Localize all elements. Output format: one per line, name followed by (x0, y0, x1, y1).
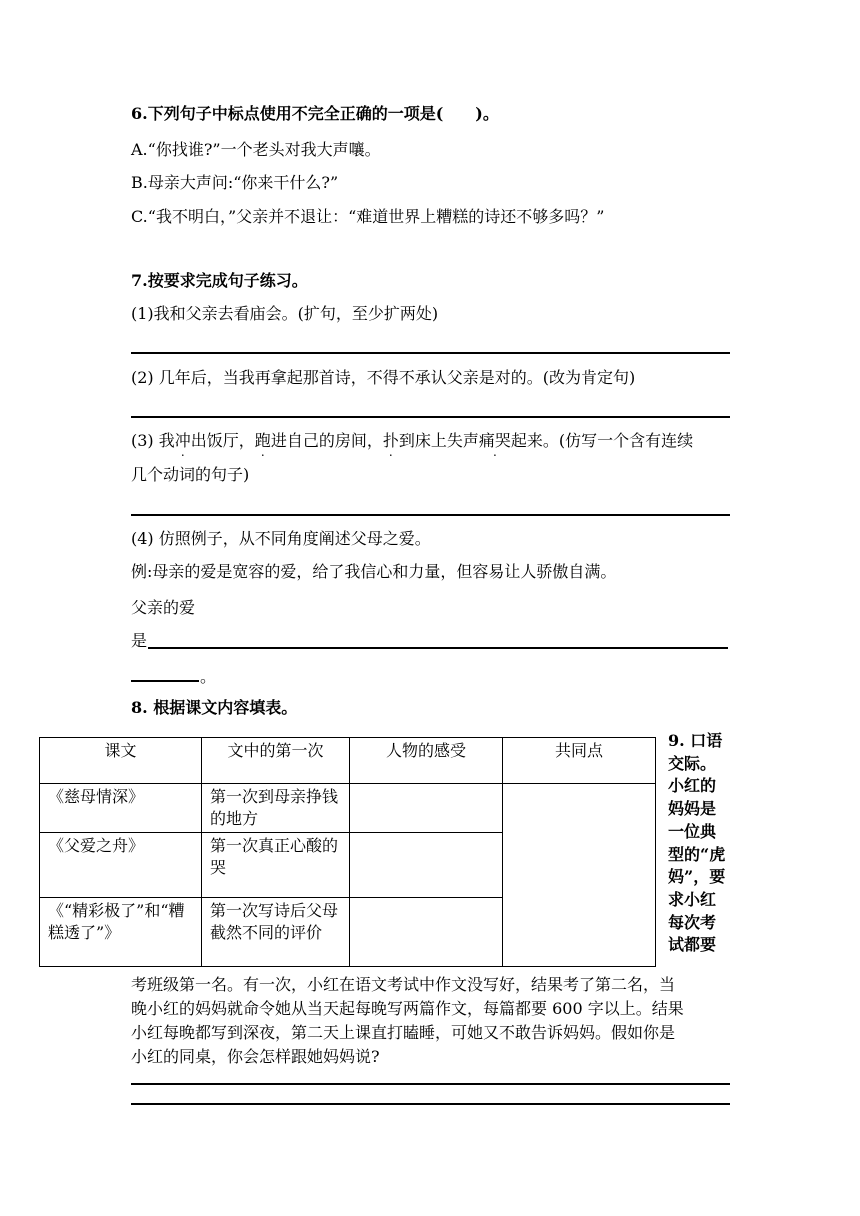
table-header-row (40, 738, 656, 784)
q6-option-c: C.“我不明白，”父亲并不退让：“难道世界上糟糕的诗还不够多吗？” (131, 207, 605, 226)
table-row (40, 784, 656, 833)
q7-part3-seg4: 到床上失声 (398, 431, 479, 450)
q7-part1-prompt: (1)我和父亲去看庙会。(扩句，至少扩两处) (131, 304, 439, 323)
q7-part3-answer-line[interactable] (131, 514, 730, 516)
q7-part3-seg3: 进自己的房间， (270, 431, 383, 450)
verb-emphasis: 扑 (382, 431, 399, 450)
verb-emphasis: 冲 (174, 431, 191, 450)
q7-part4-fill-end: 。 (200, 667, 217, 686)
q9-answer-line[interactable] (131, 1103, 730, 1105)
table-cell: 《慈母情深》 (40, 784, 202, 833)
q7-part2-answer-line[interactable] (131, 416, 730, 418)
q7-part1-answer-line[interactable] (131, 352, 730, 354)
feeling-answer-cell[interactable] (350, 898, 503, 967)
q6-option-a: A.“你找谁?”一个老头对我大声嚷。 (131, 140, 381, 159)
q9-text-line: 小红每晚都写到深夜，第二天上课直打瞌睡，可她又不敢告诉妈妈。假如你是 (131, 1023, 676, 1042)
q7-part3-prompt (131, 430, 693, 452)
feeling-answer-cell[interactable] (350, 784, 503, 833)
q7-part3-prompt-line2: 几个动词的句子) (131, 465, 250, 484)
table-cell: 第一次真正心酸的哭 (202, 833, 350, 898)
q9-text-line: 小红的同桌，你会怎样跟她妈妈说? (131, 1047, 380, 1066)
q7-part4-fill-label: 父亲的爱 (131, 598, 196, 617)
table-header: 文中的第一次 (202, 738, 350, 784)
q8-title: 8. 根据课文内容填表。 (131, 698, 298, 717)
table-header: 课文 (40, 738, 202, 784)
q9-side-text: 9. 口语交际。小红的妈妈是一位典型的“虎妈”，要求小红每次考试都要 (668, 731, 726, 955)
common-point-answer-cell[interactable] (503, 784, 656, 967)
q6-title: 6.下列句子中标点使用不完全正确的一项是( )。 (131, 104, 499, 123)
feeling-answer-cell[interactable] (350, 833, 503, 898)
table-cell: 第一次到母亲挣钱的地方 (202, 784, 350, 833)
q9-text-line: 考班级第一名。有一次，小红在语文考试中作文没写好，结果考了第二名，当 (131, 975, 676, 994)
q7-part4-prompt: (4) 仿照例子，从不同角度阐述父母之爱。 (131, 529, 431, 548)
q6-option-b: B.母亲大声问:“你来干什么?” (131, 173, 339, 192)
table-cell: 第一次写诗后父母截然不同的评价 (202, 898, 350, 967)
q9-answer-line[interactable] (131, 1083, 730, 1085)
verb-emphasis: 痛哭 (478, 431, 511, 450)
table-header: 人物的感受 (350, 738, 503, 784)
q8-fill-table (39, 737, 656, 967)
verb-emphasis: 跑 (254, 431, 271, 450)
q7-part3-seg1: (3) 我 (131, 431, 175, 450)
table-header: 共同点 (503, 738, 656, 784)
table-cell: 《父爱之舟》 (40, 833, 202, 898)
q7-part4-answer-line[interactable] (148, 647, 728, 649)
q7-part2-prompt: (2) 几年后，当我再拿起那首诗，不得不承认父亲是对的。(改为肯定句) (131, 368, 636, 387)
q7-part4-fill-label-2: 是 (131, 631, 148, 650)
table-cell: 《“精彩极了”和“糟糕透了”》 (40, 898, 202, 967)
q7-part4-answer-line-2[interactable] (131, 680, 199, 682)
q9-text-line: 晚小红的妈妈就命令她从当天起每晚写两篇作文，每篇都要 600 字以上。结果 (131, 999, 684, 1018)
q7-part3-seg2: 出饭厅， (190, 431, 255, 450)
q7-part4-example: 例:母亲的爱是宽容的爱，给了我信心和力量，但容易让人骄傲自满。 (131, 562, 617, 581)
q7-part3-seg5: 起来。(仿写一个含有连续 (510, 431, 694, 450)
q7-title: 7.按要求完成句子练习。 (131, 271, 308, 290)
